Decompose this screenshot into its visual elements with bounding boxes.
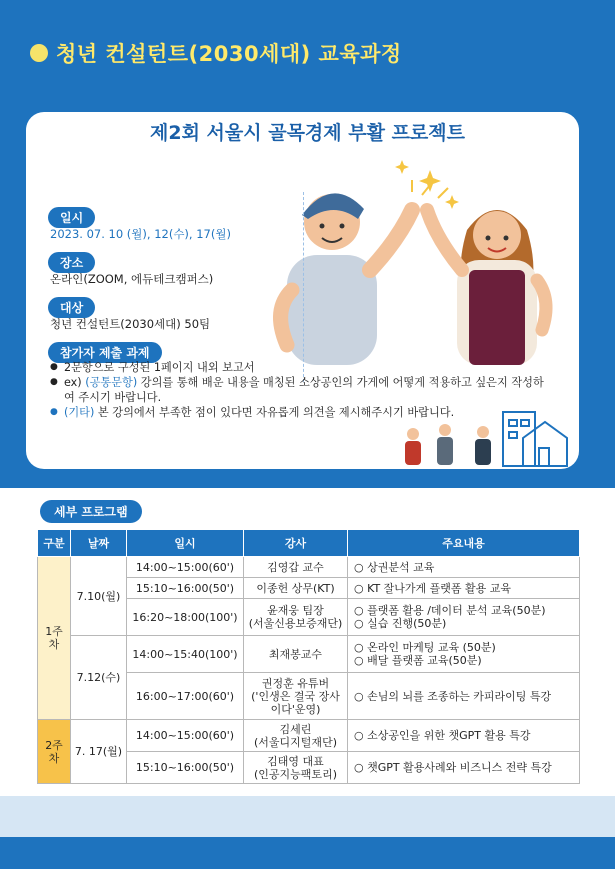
date-value: 2023. 07. 10 (월), 12(수), 17(월)	[50, 227, 231, 241]
shop-owners-illustration	[395, 408, 575, 470]
lecturer-cell: 권정훈 유튜버 ('인생은 결국 장사 이다'운영)	[244, 673, 348, 720]
date-cell: 7.12(수)	[71, 636, 127, 720]
time-cell: 14:00~15:40(100')	[127, 636, 244, 673]
content-cell: ○ 상권분석 교육	[348, 557, 580, 578]
date-cell: 7.10(월)	[71, 557, 127, 636]
table-row	[38, 720, 580, 752]
col-header: 주요내용	[348, 530, 580, 557]
col-header: 일시	[127, 530, 244, 557]
col-header: 구분	[38, 530, 71, 557]
lecturer-cell: 김세린 (서울디지털재단)	[244, 720, 348, 752]
page-title-text: 청년 컨설턴트(2030세대) 교육과정	[56, 42, 402, 66]
target-label: 대상	[48, 297, 95, 318]
header-bar	[0, 0, 615, 88]
date-label: 일시	[48, 207, 95, 228]
shopkeeper-icons	[405, 424, 491, 465]
task-item: ● (기타) 본 강의에서 부족한 점이 있다면 자유롭게 의견을 제시해주시기 바랍니다.	[50, 405, 550, 420]
week-cell: 2주차	[38, 720, 71, 784]
content-cell: ○ 손님의 뇌를 조종하는 카피라이팅 특강	[348, 673, 580, 720]
date-cell: 7. 17(월)	[71, 720, 127, 784]
content-cell: ○ 챗GPT 활용사례와 비즈니스 전략 특강	[348, 752, 580, 784]
content-cell: ○ KT 잘나가게 플랫폼 활용 교육	[348, 578, 580, 599]
task-item: ● 2문항으로 구성된 1페이지 내외 보고서	[50, 360, 550, 375]
lecturer-cell: 최재봉교수	[244, 636, 348, 673]
place-label: 장소	[48, 252, 95, 273]
building-icon	[503, 412, 567, 466]
program-table	[37, 529, 580, 784]
time-cell: 15:10~16:00(50')	[127, 578, 244, 599]
lecturer-cell: 김태영 대표 (인공지능팩토리)	[244, 752, 348, 784]
lecturer-cell: 김영갑 교수	[244, 557, 348, 578]
divider-line	[303, 192, 304, 382]
lecturer-cell: 이종헌 상무(KT)	[244, 578, 348, 599]
time-cell: 15:10~16:00(50')	[127, 752, 244, 784]
card-perforation	[21, 122, 29, 462]
sparkle-icon	[395, 160, 459, 209]
boy-figure	[281, 193, 412, 365]
table-row	[38, 557, 580, 578]
task-item: ● ex) (공통문항) 강의를 통해 배운 내용을 매칭된 소상공인의 가게에 어떻게 적용하고 싶은지 작성하여 주시기 바랍니다.	[50, 375, 550, 405]
time-cell: 14:00~15:00(60')	[127, 557, 244, 578]
time-cell: 16:00~17:00(60')	[127, 673, 244, 720]
place-value: 온라인(ZOOM, 에듀테크캠퍼스)	[50, 272, 214, 286]
content-cell: ○ 온라인 마케팅 교육 (50분) ○ 배달 플랫폼 교육(50분)	[348, 636, 580, 673]
week-cell: 1주차	[38, 557, 71, 720]
col-header: 날짜	[71, 530, 127, 557]
event-title: 제2회 서울시 골목경제 부활 프로젝트	[150, 122, 465, 144]
content-cell: ○ 플랫폼 활용 /데이터 분석 교육(50분) ○ 실습 진행(50분)	[348, 599, 580, 636]
speech-bubble-icon	[30, 44, 48, 62]
task-label: 참가자 제출 과제	[48, 342, 162, 363]
page-title	[30, 38, 402, 68]
lecturer-cell: 윤재웅 팀장 (서울신용보증재단)	[244, 599, 348, 636]
girl-figure	[427, 210, 546, 365]
table-row	[38, 636, 580, 673]
content-cell: ○ 소상공인을 위한 챗GPT 활용 특강	[348, 720, 580, 752]
time-cell: 14:00~15:00(60')	[127, 720, 244, 752]
target-value: 청년 컨설턴트(2030세대) 50팀	[50, 317, 211, 331]
col-header: 강사	[244, 530, 348, 557]
footer-band-light	[0, 796, 615, 837]
program-label: 세부 프로그램	[40, 500, 142, 523]
footer-band-dark	[0, 837, 615, 869]
time-cell: 16:20~18:00(100')	[127, 599, 244, 636]
table-header-row	[38, 530, 580, 557]
high-five-illustration	[262, 150, 562, 370]
